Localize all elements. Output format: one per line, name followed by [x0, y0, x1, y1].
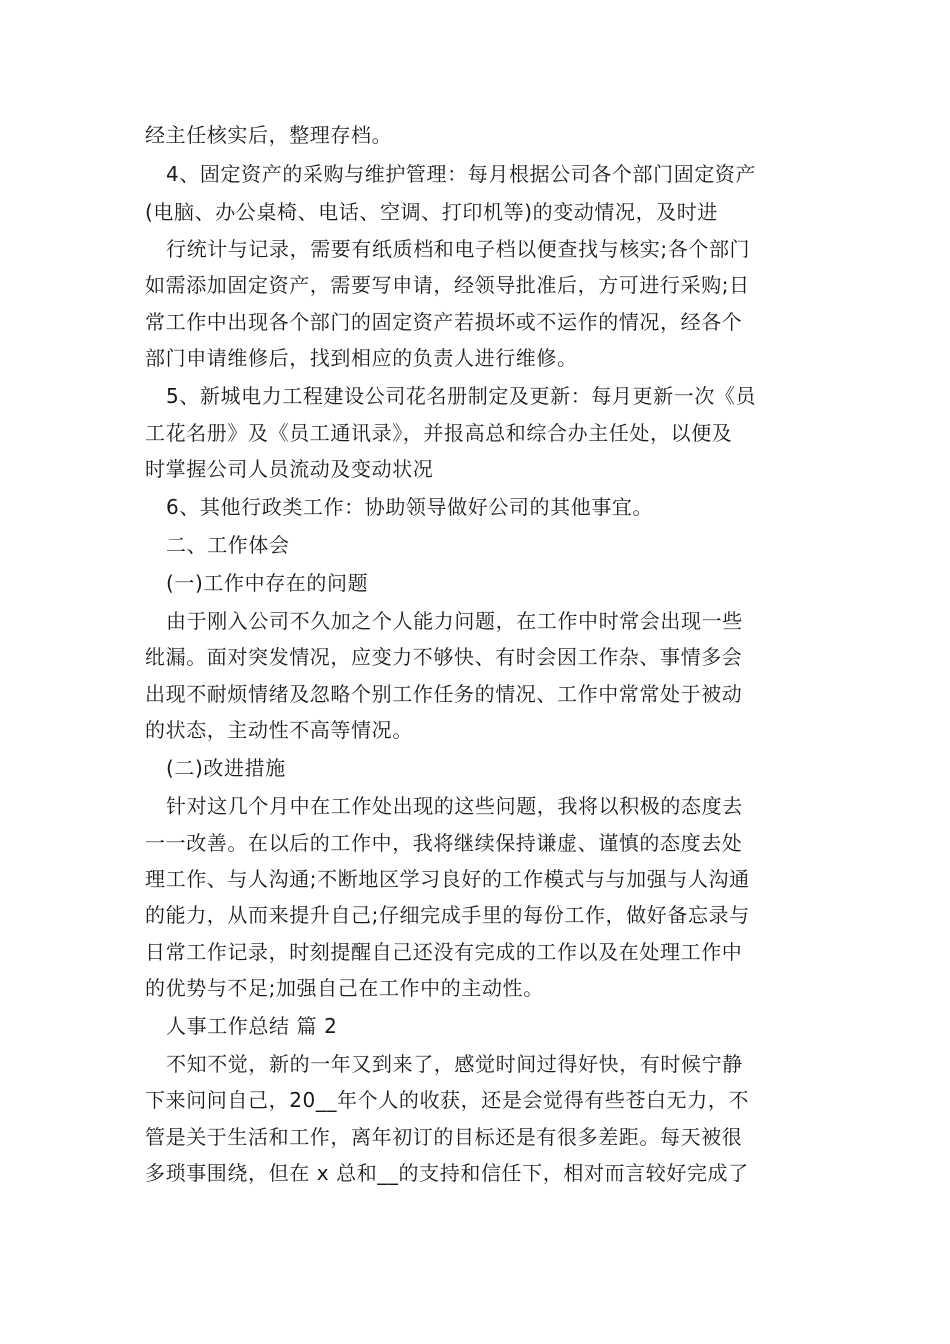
text-line: 的状态，主动性不高等情况。	[145, 718, 413, 742]
text-line: 多琐事围绕，但在 x 总和__的支持和信任下，相对而言较好完成了	[145, 1161, 749, 1185]
text-line: 的能力，从而来提升自己;仔细完成手里的每份工作，做好备忘录与	[145, 903, 750, 927]
text-line: (电脑、办公桌椅、电话、空调、打印机等)的变动情况，及时进	[145, 200, 719, 224]
text-line: 日常工作记录，时刻提醒自己还没有完成的工作以及在处理工作中	[145, 940, 743, 964]
text-line: 的优势与不足;加强自己在工作中的主动性。	[145, 976, 544, 1000]
text-line: 管是关于生活和工作，离年初订的目标还是有很多差距。每天被很	[145, 1125, 743, 1149]
subsection-heading: (一)工作中存在的问题	[166, 571, 369, 595]
text-line: 如需添加固定资产，需要写申请，经领导批准后，方可进行采购;日	[145, 273, 750, 297]
text-line: 一一改善。在以后的工作中，我将继续保持谦虚、谨慎的态度去处	[145, 831, 743, 855]
section-heading: 二、工作体会	[166, 533, 290, 557]
text-line: 部门申请维修后，找到相应的负责人进行维修。	[145, 346, 578, 370]
text-line: 理工作、与人沟通;不断地区学习良好的工作模式与与加强与人沟通	[145, 867, 750, 891]
subsection-heading: (二)改进措施	[166, 756, 286, 780]
text-line: 时掌握公司人员流动及变动状况	[145, 457, 434, 481]
text-line: 出现不耐烦情绪及忽略个别工作任务的情况、工作中常常处于被动	[145, 682, 743, 706]
text-line: 经主任核实后，整理存档。	[145, 123, 393, 147]
text-line: 4、固定资产的采购与维护管理：每月根据公司各个部门固定资产	[166, 162, 757, 186]
text-line: 行统计与记录，需要有纸质档和电子档以便查找与核实;各个部门	[166, 237, 751, 261]
article-heading: 人事工作总结 篇 2	[166, 1014, 338, 1038]
text-line: 针对这几个月中在工作处出现的这些问题，我将以积极的态度去	[166, 794, 743, 818]
text-line: 下来问问自己，20__年个人的收获，还是会觉得有些苍白无力，不	[145, 1088, 750, 1112]
text-line: 6、其他行政类工作：协助领导做好公司的其他事宜。	[166, 495, 654, 519]
text-line: 常工作中出现各个部门的固定资产若损坏或不运作的情况，经各个	[145, 310, 743, 334]
text-line: 纰漏。面对突发情况，应变力不够快、有时会因工作杂、事情多会	[145, 645, 743, 669]
text-line: 工花名册》及《员工通讯录》，并报高总和综合办主任处，以便及	[145, 421, 733, 445]
text-line: 由于刚入公司不久加之个人能力问题，在工作中时常会出现一些	[166, 609, 743, 633]
text-line: 5、新城电力工程建设公司花名册制定及更新：每月更新一次《员	[166, 384, 757, 408]
text-line: 不知不觉，新的一年又到来了，感觉时间过得好快，有时候宁静	[166, 1052, 743, 1076]
